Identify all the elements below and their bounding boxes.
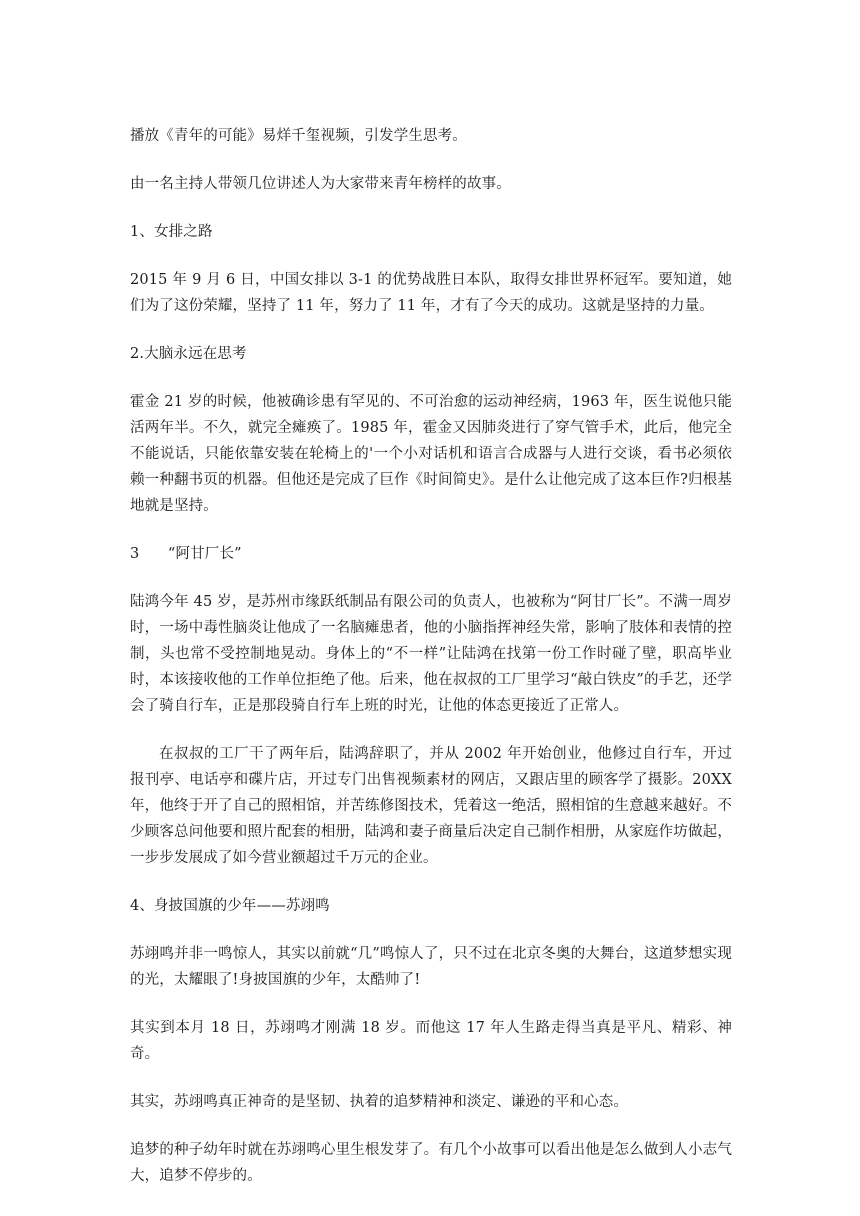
paragraph-intro-video: 播放《青年的可能》易烊千玺视频，引发学生思考。 (130, 128, 467, 144)
heading-section-4: 4、身披国旗的少年——苏翊鸣 (130, 898, 330, 914)
paragraph-luhong-2: 在叔叔的工厂干了两年后，陆鸿辞职了，并从 2002 年开始创业，他修过自行车，开过报刊亭、电话亭和碟片店，开过专门出售视频素材的网店，又跟店里的顾客学了摄影。20XX 年，他终于开了自己的照相馆，并苦练修图技术，凭着这一绝活，照相馆的生意越来越好。不少顾客总问他要和照片配套的相册，陆鸿和妻子商量后决定自己制作相册，从家庭作坊做起，一步步发展成了如今营业额超过千万元的企业。 (130, 746, 732, 866)
paragraph-su-1: 苏翊鸣并非一鸣惊人，其实以前就“几”鸣惊人了，只不过在北京冬奥的大舞台，这道梦想实现的光，太耀眼了!身披国旗的少年，太酷帅了! (130, 946, 732, 988)
heading-section-2: 2.大脑永远在思考 (130, 346, 247, 362)
paragraph-su-2: 其实到本月 18 日，苏翊鸣才刚满 18 岁。而他这 17 年人生路走得当真是平凡、精彩、神奇。 (130, 1020, 732, 1062)
paragraph-su-3: 其实，苏翊鸣真正神奇的是坚韧、执着的追梦精神和淡定、谦逊的平和心态。 (130, 1094, 629, 1110)
paragraph-hawking: 霍金 21 岁的时候，他被确诊患有罕见的、不可治愈的运动神经病，1963 年，医生说他只能活两年半。不久，就完全瘫痪了。1985 年，霍金又因肺炎进行了穿气管手术，此后，他完全不能说话，只能依靠安装在轮椅上的'一个小对话机和语言合成器与人进行交谈，看书必须依赖一种翻书页的机器。但他还是完成了巨作《时间简史》。是什么让他完成了这本巨作?归根基地就是坚持。 (130, 394, 732, 514)
paragraph-volleyball: 2015 年 9 月 6 日，中国女排以 3-1 的优势战胜日本队，取得女排世界杯冠军。要知道，她们为了这份荣耀，坚持了 11 年，努力了 11 年，才有了今天的成功。这就是坚持的力量。 (130, 272, 732, 314)
paragraph-luhong-1: 陆鸿今年 45 岁，是苏州市缘跃纸制品有限公司的负责人，也被称为“阿甘厂长”。不满一周岁时，一场中毒性脑炎让他成了一名脑瘫患者，他的小脑指挥神经失常，影响了肢体和表情的控制，头也常不受控制地晃动。身体上的“不一样”让陆鸿在找第一份工作时碰了壁，职高毕业时，本该接收他的工作单位拒绝了他。后来，他在叔叔的工厂里学习“敲白铁皮”的手艺，还学会了骑自行车，正是那段骑自行车上班的时光，让他的体态更接近了正常人。 (130, 594, 732, 714)
heading-section-3: 3 “阿甘厂长” (130, 546, 242, 562)
heading-section-1: 1、女排之路 (130, 224, 213, 240)
paragraph-su-4: 追梦的种子幼年时就在苏翊鸣心里生根发芽了。有几个小故事可以看出他是怎么做到人小志气大，追梦不停步的。 (130, 1142, 732, 1184)
paragraph-host-intro: 由一名主持人带领几位讲述人为大家带来青年榜样的故事。 (130, 176, 511, 192)
document-body (130, 123, 732, 1211)
